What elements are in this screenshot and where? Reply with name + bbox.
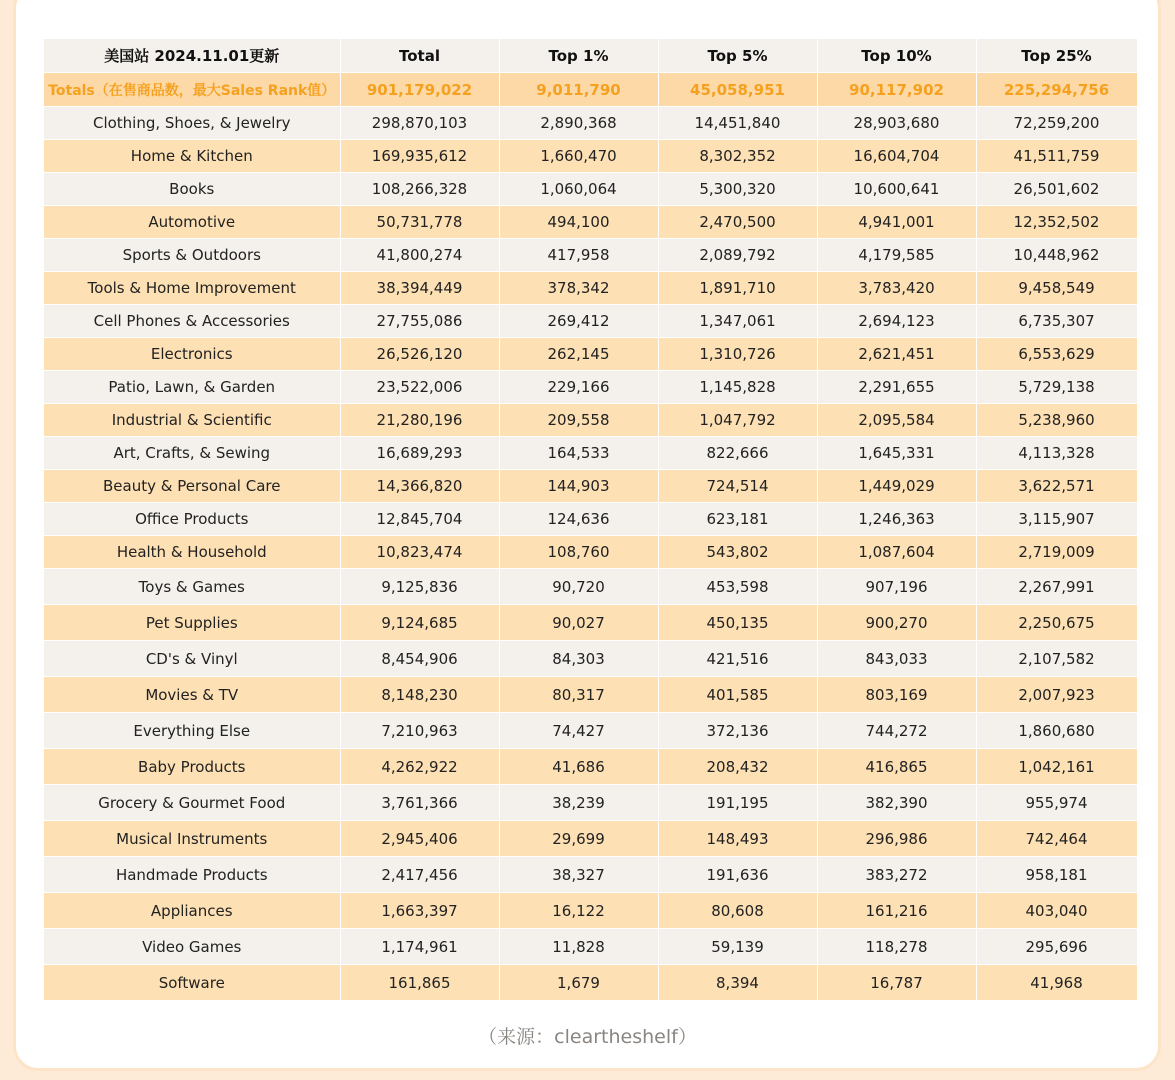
cell-total: 9,125,836 bbox=[340, 569, 499, 605]
cell-total: 16,689,293 bbox=[340, 437, 499, 470]
table-row bbox=[44, 965, 1137, 1001]
cell-top1: 80,317 bbox=[499, 677, 658, 713]
cell-top25: 1,042,161 bbox=[976, 749, 1137, 785]
cell-total: 41,800,274 bbox=[340, 239, 499, 272]
cell-total: 27,755,086 bbox=[340, 305, 499, 338]
cell-top1: 124,636 bbox=[499, 503, 658, 536]
cell-total: 4,262,922 bbox=[340, 749, 499, 785]
cell-total: 2,417,456 bbox=[340, 857, 499, 893]
cell-top25: 5,729,138 bbox=[976, 371, 1137, 404]
cell-top5: 1,047,792 bbox=[658, 404, 817, 437]
table-row bbox=[44, 272, 1137, 305]
cell-top10: 28,903,680 bbox=[817, 107, 976, 140]
cell-category: Automotive bbox=[44, 206, 340, 239]
cell-top5: 421,516 bbox=[658, 641, 817, 677]
cell-top10: 118,278 bbox=[817, 929, 976, 965]
cell-top25: 9,458,549 bbox=[976, 272, 1137, 305]
cell-top5: 450,135 bbox=[658, 605, 817, 641]
cell-top10: 1,645,331 bbox=[817, 437, 976, 470]
cell-category: Beauty & Personal Care bbox=[44, 470, 340, 503]
cell-category: Musical Instruments bbox=[44, 821, 340, 857]
cell-total: 50,731,778 bbox=[340, 206, 499, 239]
cell-top1: 90,720 bbox=[499, 569, 658, 605]
cell-top1: 417,958 bbox=[499, 239, 658, 272]
cell-total: 9,124,685 bbox=[340, 605, 499, 641]
cell-top5: 401,585 bbox=[658, 677, 817, 713]
cell-top25: 10,448,962 bbox=[976, 239, 1137, 272]
cell-category: Electronics bbox=[44, 338, 340, 371]
cell-top25: 72,259,200 bbox=[976, 107, 1137, 140]
cell-total: 23,522,006 bbox=[340, 371, 499, 404]
cell-top10: 744,272 bbox=[817, 713, 976, 749]
cell-top5: 2,470,500 bbox=[658, 206, 817, 239]
table-row bbox=[44, 569, 1137, 605]
cell-top1: 16,122 bbox=[499, 893, 658, 929]
cell-top1: 269,412 bbox=[499, 305, 658, 338]
cell-category: Tools & Home Improvement bbox=[44, 272, 340, 305]
cell-top25: 403,040 bbox=[976, 893, 1137, 929]
cell-top1: 144,903 bbox=[499, 470, 658, 503]
cell-top5: 372,136 bbox=[658, 713, 817, 749]
cell-category: Baby Products bbox=[44, 749, 340, 785]
cell-top25: 26,501,602 bbox=[976, 173, 1137, 206]
cell-category: Toys & Games bbox=[44, 569, 340, 605]
cell-top1: 494,100 bbox=[499, 206, 658, 239]
cell-top25: 3,115,907 bbox=[976, 503, 1137, 536]
cell-top5: 543,802 bbox=[658, 536, 817, 569]
cell-top5: 1,145,828 bbox=[658, 371, 817, 404]
cell-top1: 262,145 bbox=[499, 338, 658, 371]
header-top5: Top 5% bbox=[658, 39, 817, 73]
cell-top5: 191,195 bbox=[658, 785, 817, 821]
cell-top1: 164,533 bbox=[499, 437, 658, 470]
cell-top10: 2,291,655 bbox=[817, 371, 976, 404]
cell-total: 8,454,906 bbox=[340, 641, 499, 677]
cell-top10: 843,033 bbox=[817, 641, 976, 677]
header-top10: Top 10% bbox=[817, 39, 976, 73]
cell-top10: 2,621,451 bbox=[817, 338, 976, 371]
cell-category: Sports & Outdoors bbox=[44, 239, 340, 272]
cell-top1: 38,327 bbox=[499, 857, 658, 893]
cell-top1: 11,828 bbox=[499, 929, 658, 965]
cell-total: 8,148,230 bbox=[340, 677, 499, 713]
cell-top1: 29,699 bbox=[499, 821, 658, 857]
cell-top10: 382,390 bbox=[817, 785, 976, 821]
cell-total: 2,945,406 bbox=[340, 821, 499, 857]
cell-total: 3,761,366 bbox=[340, 785, 499, 821]
cell-total: 10,823,474 bbox=[340, 536, 499, 569]
header-row bbox=[44, 39, 1137, 73]
cell-category: Art, Crafts, & Sewing bbox=[44, 437, 340, 470]
cell-top10: 907,196 bbox=[817, 569, 976, 605]
cell-total: 26,526,120 bbox=[340, 338, 499, 371]
cell-top1: 74,427 bbox=[499, 713, 658, 749]
cell-total: 38,394,449 bbox=[340, 272, 499, 305]
cell-top1: 41,686 bbox=[499, 749, 658, 785]
cell-category: Home & Kitchen bbox=[44, 140, 340, 173]
cell-total: 12,845,704 bbox=[340, 503, 499, 536]
cell-top25: 3,622,571 bbox=[976, 470, 1137, 503]
cell-top10: 900,270 bbox=[817, 605, 976, 641]
table-row bbox=[44, 641, 1137, 677]
cell-top1: 1,660,470 bbox=[499, 140, 658, 173]
cell-category: Appliances bbox=[44, 893, 340, 929]
cell-top25: 2,007,923 bbox=[976, 677, 1137, 713]
cell-top10: 383,272 bbox=[817, 857, 976, 893]
table-row bbox=[44, 503, 1137, 536]
cell-top1: 229,166 bbox=[499, 371, 658, 404]
cell-top1: 84,303 bbox=[499, 641, 658, 677]
table-row bbox=[44, 338, 1137, 371]
table-row bbox=[44, 437, 1137, 470]
cell-total: 14,366,820 bbox=[340, 470, 499, 503]
cell-top5: 2,089,792 bbox=[658, 239, 817, 272]
cell-top5: 623,181 bbox=[658, 503, 817, 536]
cell-top25: 955,974 bbox=[976, 785, 1137, 821]
cell-top5: 208,432 bbox=[658, 749, 817, 785]
cell-top10: 1,087,604 bbox=[817, 536, 976, 569]
cell-category: CD's & Vinyl bbox=[44, 641, 340, 677]
cell-top1: 90,027 bbox=[499, 605, 658, 641]
cell-top1: 1,060,064 bbox=[499, 173, 658, 206]
cell-top5: 14,451,840 bbox=[658, 107, 817, 140]
table-row bbox=[44, 470, 1137, 503]
cell-top5: 453,598 bbox=[658, 569, 817, 605]
table-row bbox=[44, 371, 1137, 404]
totals-label: Totals（在售商品数，最大Sales Rank值） bbox=[44, 73, 340, 107]
cell-top5: 1,347,061 bbox=[658, 305, 817, 338]
cell-top25: 2,107,582 bbox=[976, 641, 1137, 677]
cell-top1: 2,890,368 bbox=[499, 107, 658, 140]
cell-top1: 38,239 bbox=[499, 785, 658, 821]
cell-top10: 10,600,641 bbox=[817, 173, 976, 206]
table-row bbox=[44, 713, 1137, 749]
table-row bbox=[44, 536, 1137, 569]
cell-total: 298,870,103 bbox=[340, 107, 499, 140]
cell-total: 21,280,196 bbox=[340, 404, 499, 437]
table-row bbox=[44, 749, 1137, 785]
cell-top5: 724,514 bbox=[658, 470, 817, 503]
totals-top1: 9,011,790 bbox=[499, 73, 658, 107]
cell-top25: 12,352,502 bbox=[976, 206, 1137, 239]
cell-top10: 4,941,001 bbox=[817, 206, 976, 239]
table-row bbox=[44, 821, 1137, 857]
totals-top10: 90,117,902 bbox=[817, 73, 976, 107]
table-row bbox=[44, 677, 1137, 713]
table-row bbox=[44, 239, 1137, 272]
cell-category: Cell Phones & Accessories bbox=[44, 305, 340, 338]
cell-top10: 2,694,123 bbox=[817, 305, 976, 338]
cell-top25: 2,267,991 bbox=[976, 569, 1137, 605]
cell-category: Handmade Products bbox=[44, 857, 340, 893]
cell-category: Grocery & Gourmet Food bbox=[44, 785, 340, 821]
cell-top1: 1,679 bbox=[499, 965, 658, 1001]
cell-top25: 4,113,328 bbox=[976, 437, 1137, 470]
cell-top10: 4,179,585 bbox=[817, 239, 976, 272]
table-row bbox=[44, 929, 1137, 965]
cell-top5: 80,608 bbox=[658, 893, 817, 929]
cell-category: Movies & TV bbox=[44, 677, 340, 713]
header-top25: Top 25% bbox=[976, 39, 1137, 73]
cell-category: Office Products bbox=[44, 503, 340, 536]
cell-top5: 1,310,726 bbox=[658, 338, 817, 371]
cell-category: Industrial & Scientific bbox=[44, 404, 340, 437]
cell-category: Software bbox=[44, 965, 340, 1001]
cell-top5: 822,666 bbox=[658, 437, 817, 470]
cell-top10: 1,246,363 bbox=[817, 503, 976, 536]
table-row bbox=[44, 785, 1137, 821]
cell-top25: 2,250,675 bbox=[976, 605, 1137, 641]
cell-total: 7,210,963 bbox=[340, 713, 499, 749]
totals-top5: 45,058,951 bbox=[658, 73, 817, 107]
cell-total: 108,266,328 bbox=[340, 173, 499, 206]
cell-total: 161,865 bbox=[340, 965, 499, 1001]
cell-top25: 41,968 bbox=[976, 965, 1137, 1001]
sales-rank-table bbox=[44, 39, 1138, 1001]
totals-row bbox=[44, 73, 1137, 107]
table-row bbox=[44, 173, 1137, 206]
totals-total: 901,179,022 bbox=[340, 73, 499, 107]
cell-top25: 1,860,680 bbox=[976, 713, 1137, 749]
header-total: Total bbox=[340, 39, 499, 73]
table-row bbox=[44, 107, 1137, 140]
cell-top5: 8,394 bbox=[658, 965, 817, 1001]
totals-top25: 225,294,756 bbox=[976, 73, 1137, 107]
cell-top5: 191,636 bbox=[658, 857, 817, 893]
cell-category: Health & Household bbox=[44, 536, 340, 569]
cell-category: Pet Supplies bbox=[44, 605, 340, 641]
cell-category: Video Games bbox=[44, 929, 340, 965]
cell-top10: 803,169 bbox=[817, 677, 976, 713]
header-category: 美国站 2024.11.01更新 bbox=[44, 39, 340, 73]
cell-top5: 148,493 bbox=[658, 821, 817, 857]
header-top1: Top 1% bbox=[499, 39, 658, 73]
table-row bbox=[44, 404, 1137, 437]
cell-category: Books bbox=[44, 173, 340, 206]
cell-total: 169,935,612 bbox=[340, 140, 499, 173]
table-row bbox=[44, 305, 1137, 338]
cell-top5: 8,302,352 bbox=[658, 140, 817, 173]
cell-category: Clothing, Shoes, & Jewelry bbox=[44, 107, 340, 140]
cell-top5: 5,300,320 bbox=[658, 173, 817, 206]
cell-top10: 3,783,420 bbox=[817, 272, 976, 305]
cell-category: Patio, Lawn, & Garden bbox=[44, 371, 340, 404]
table-row bbox=[44, 893, 1137, 929]
cell-top10: 16,604,704 bbox=[817, 140, 976, 173]
table-row bbox=[44, 206, 1137, 239]
cell-top10: 2,095,584 bbox=[817, 404, 976, 437]
cell-top10: 416,865 bbox=[817, 749, 976, 785]
cell-top1: 209,558 bbox=[499, 404, 658, 437]
table-row bbox=[44, 857, 1137, 893]
cell-total: 1,663,397 bbox=[340, 893, 499, 929]
cell-top25: 5,238,960 bbox=[976, 404, 1137, 437]
cell-top25: 742,464 bbox=[976, 821, 1137, 857]
cell-top10: 296,986 bbox=[817, 821, 976, 857]
cell-top5: 59,139 bbox=[658, 929, 817, 965]
cell-top25: 958,181 bbox=[976, 857, 1137, 893]
cell-top25: 41,511,759 bbox=[976, 140, 1137, 173]
cell-top25: 2,719,009 bbox=[976, 536, 1137, 569]
cell-top10: 161,216 bbox=[817, 893, 976, 929]
cell-top25: 6,553,629 bbox=[976, 338, 1137, 371]
cell-top1: 108,760 bbox=[499, 536, 658, 569]
cell-top25: 6,735,307 bbox=[976, 305, 1137, 338]
cell-total: 1,174,961 bbox=[340, 929, 499, 965]
cell-top10: 16,787 bbox=[817, 965, 976, 1001]
table-row bbox=[44, 140, 1137, 173]
cell-top25: 295,696 bbox=[976, 929, 1137, 965]
table-row bbox=[44, 605, 1137, 641]
cell-top1: 378,342 bbox=[499, 272, 658, 305]
cell-category: Everything Else bbox=[44, 713, 340, 749]
source-caption: （来源：cleartheshelf） bbox=[478, 1026, 697, 1048]
cell-top5: 1,891,710 bbox=[658, 272, 817, 305]
cell-top10: 1,449,029 bbox=[817, 470, 976, 503]
